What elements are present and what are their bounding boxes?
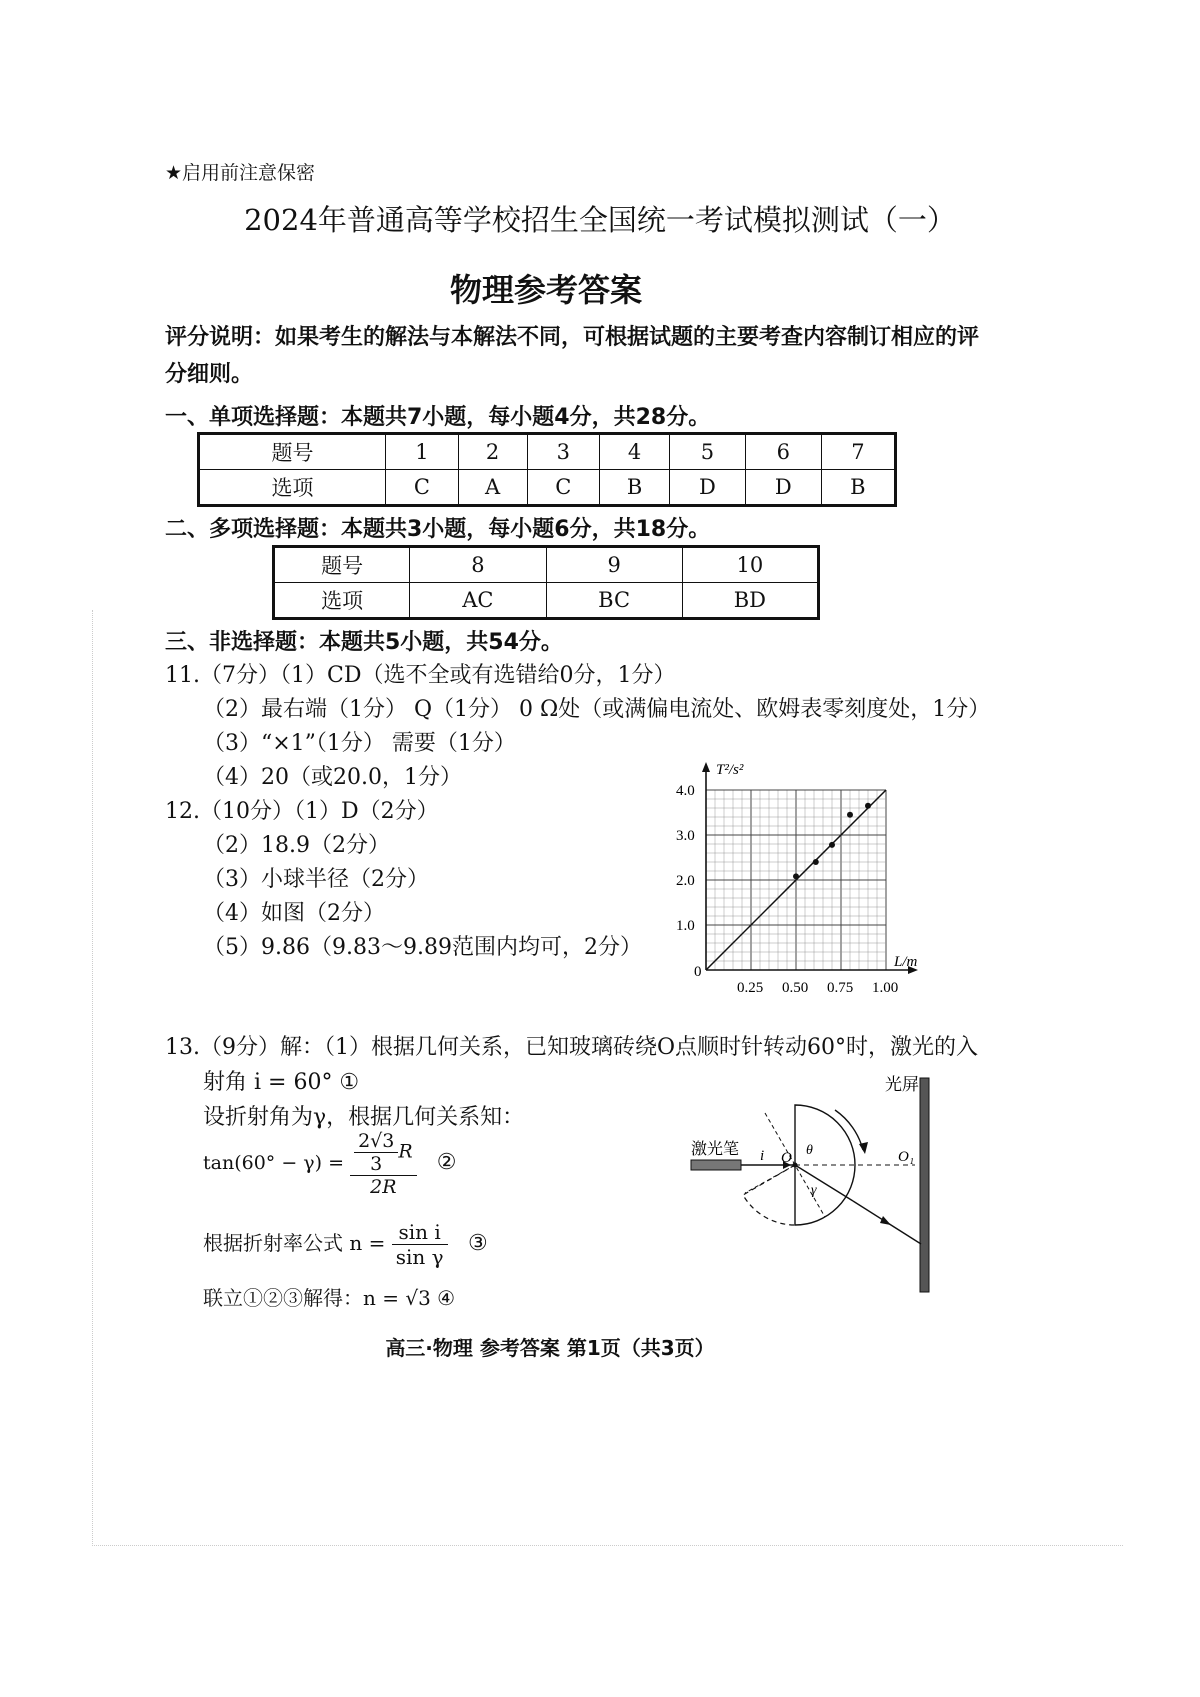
row-label: 选项 — [274, 583, 410, 619]
theta-label: θ — [806, 1143, 813, 1158]
refracted-ray-inside — [795, 1165, 853, 1201]
answer-cell: AC — [410, 583, 546, 619]
question-number: 6 — [745, 434, 821, 470]
answer-cell: A — [458, 470, 527, 506]
confidential-mark: ★启用前注意保密 — [165, 162, 316, 184]
subject-title: 物理参考答案 — [449, 271, 642, 309]
y-tick-label: 3.0 — [676, 828, 695, 844]
inner-denominator: 3 — [370, 1153, 383, 1175]
multiple-choice-table — [272, 545, 820, 620]
answer-cell: B — [600, 470, 670, 506]
inner-numerator: 2√3 — [354, 1130, 398, 1153]
q12-line5: （5）9.86（9.83～9.89范围内均可，2分） — [203, 935, 642, 960]
tan-fraction-denominator: 2R — [370, 1176, 397, 1198]
y-axis-label: T²/s² — [716, 762, 744, 778]
x-tick-label: 0.75 — [827, 980, 854, 996]
table-row — [274, 583, 819, 619]
row-label: 选项 — [199, 470, 386, 506]
laser-label: 激光笔 — [691, 1139, 740, 1158]
reference-line — [745, 1165, 795, 1193]
equation-mark-2: ② — [436, 1150, 457, 1175]
equation-mark-3: ③ — [467, 1231, 488, 1256]
refraction-lhs: 根据折射率公式 n = — [203, 1231, 386, 1255]
answer-cell: C — [527, 470, 600, 506]
x-axis-label: L/m — [894, 954, 918, 970]
q13-line2: 射角 i = 60° ① — [203, 1070, 360, 1095]
question-number: 8 — [410, 547, 546, 583]
q13-line3: 设折射角为γ，根据几何关系知： — [203, 1105, 525, 1130]
section3-heading: 三、非选择题：本题共5小题，共54分。 — [165, 630, 563, 655]
q11-line3: （3）“×1”（1分） 需要（1分） — [203, 731, 516, 756]
answer-cell: D — [670, 470, 746, 506]
laser-pen — [691, 1160, 741, 1170]
scoring-note-line1: 评分说明：如果考生的解法与本解法不同，可根据试题的主要考查内容制订相应的评 — [165, 325, 980, 350]
data-point — [813, 859, 819, 865]
question-number: 9 — [546, 547, 682, 583]
scoring-note-line2: 分细则。 — [165, 362, 254, 387]
refracted-ray-arrow — [880, 1216, 891, 1225]
page-footer: 高三·物理 参考答案 第1页（共3页） — [385, 1336, 715, 1360]
rotation-arrow — [859, 1142, 868, 1154]
rotation-arc — [835, 1110, 863, 1150]
question-number: 4 — [600, 434, 670, 470]
question-number: 10 — [682, 547, 818, 583]
y-tick-label: 2.0 — [676, 873, 695, 889]
question-number: 1 — [386, 434, 459, 470]
refraction-denominator: sin γ — [395, 1245, 444, 1269]
refraction-fraction — [392, 1220, 448, 1269]
tan-equation — [203, 1130, 456, 1198]
table-row — [274, 547, 819, 583]
center-point — [793, 1163, 798, 1168]
q11-line2: （2）最右端（1分） Q（1分） 0 Ω处（或满偏电流处、欧姆表零刻度处，1分） — [203, 697, 991, 722]
gamma-label: γ — [811, 1183, 817, 1198]
q12-line4: （4）如图（2分） — [203, 901, 385, 926]
question-number: 5 — [670, 434, 746, 470]
answer-cell: BC — [546, 583, 682, 619]
section1-heading: 一、单项选择题：本题共7小题，每小题4分，共28分。 — [165, 405, 711, 430]
origin-label: 0 — [694, 964, 702, 980]
section2-heading: 二、多项选择题：本题共3小题，每小题6分，共18分。 — [165, 517, 711, 542]
answer-cell: D — [745, 470, 821, 506]
o1-label: O₁ — [898, 1149, 915, 1165]
y-tick-label: 4.0 — [676, 783, 695, 799]
q12-line1: 12.（10分）（1）D（2分） — [165, 799, 439, 824]
question-number: 2 — [458, 434, 527, 470]
x-tick-label: 1.00 — [872, 980, 899, 996]
y-axis-arrow — [702, 762, 710, 772]
data-point — [865, 803, 871, 809]
x-tick-label: 0.25 — [737, 980, 764, 996]
radius-symbol: R — [398, 1140, 413, 1163]
center-label: O — [781, 1150, 792, 1166]
question-number: 7 — [821, 434, 895, 470]
y-tick-label: 1.0 — [676, 918, 695, 934]
x-tick-label: 0.50 — [782, 980, 809, 996]
single-choice-table — [197, 432, 897, 507]
row-label: 题号 — [274, 547, 410, 583]
answer-cell: B — [821, 470, 895, 506]
exam-title: 2024年普通高等学校招生全国统一考试模拟测试（一） — [244, 203, 956, 237]
q13-final-line: 联立①②③解得：n = √3 ④ — [203, 1286, 456, 1310]
q12-line3: （3）小球半径（2分） — [203, 867, 429, 892]
q13-line1: 13.（9分）解：（1）根据几何关系，已知玻璃砖绕O点顺时针转动60°时，激光的入 — [165, 1035, 979, 1060]
optics-diagram — [685, 1068, 945, 1298]
tan-lhs: tan(60° − γ) = — [203, 1152, 345, 1174]
screen-label: 光屏 — [885, 1075, 919, 1095]
data-point — [829, 842, 835, 848]
data-point — [847, 812, 853, 818]
answer-cell: C — [386, 470, 459, 506]
original-position-outline — [743, 1165, 795, 1225]
row-label: 题号 — [199, 434, 386, 470]
refraction-equation — [203, 1220, 488, 1269]
data-point — [793, 873, 799, 879]
table-row — [199, 434, 896, 470]
table-row — [199, 470, 896, 506]
q12-line2: （2）18.9（2分） — [203, 833, 390, 858]
tan-fraction — [350, 1130, 417, 1198]
refraction-numerator: sin i — [392, 1220, 448, 1245]
q11-line1: 11.（7分）（1）CD（选不全或有选错给0分，1分） — [165, 663, 676, 688]
answer-cell: BD — [682, 583, 818, 619]
t2-l-graph — [660, 760, 940, 1010]
inner-fraction — [354, 1130, 398, 1175]
light-screen — [920, 1078, 929, 1292]
question-number: 3 — [527, 434, 600, 470]
incidence-angle-label: i — [760, 1148, 765, 1164]
tan-fraction-numerator — [350, 1130, 417, 1176]
q11-line4: （4）20（或20.0，1分） — [203, 765, 462, 790]
